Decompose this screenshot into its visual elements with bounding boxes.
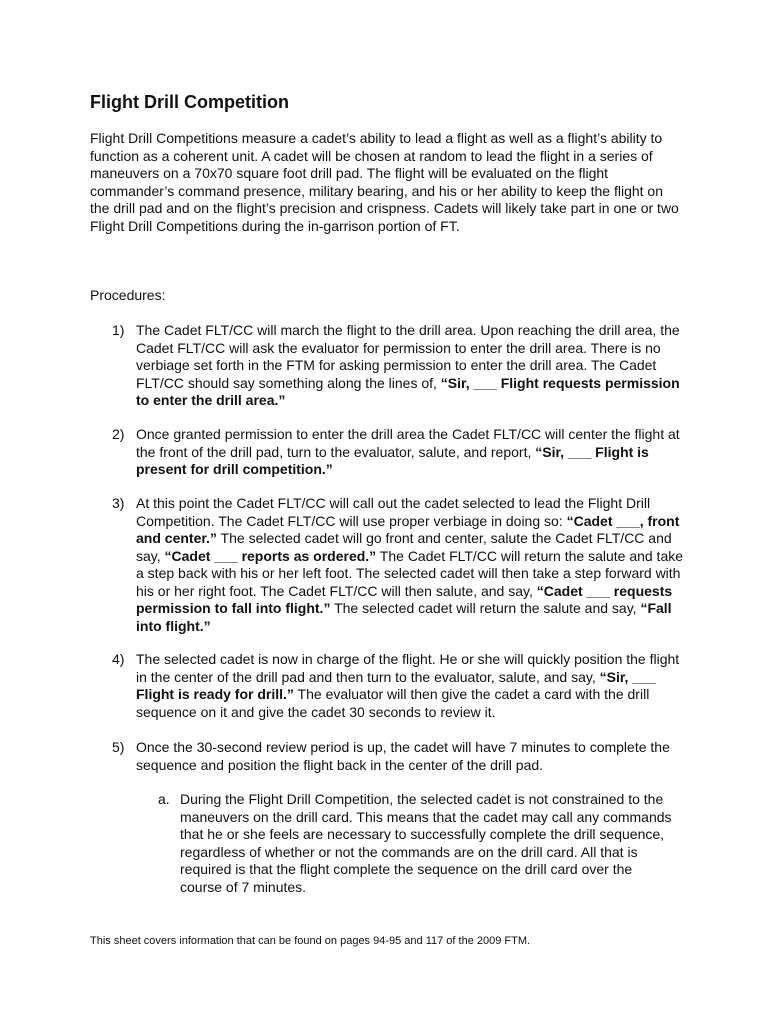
procedure-step-2 bbox=[112, 426, 684, 479]
substep-letter: a. bbox=[158, 791, 170, 807]
procedure-step-1 bbox=[112, 322, 684, 410]
step-body: Once granted permission to enter the drill area the Cadet FLT/CC will center the flight at the front of the drill pad, turn to the evaluator, salute, and report, bbox=[136, 426, 680, 460]
step-quote: “Cadet ___ requests permission to fall into flight.” bbox=[136, 582, 673, 616]
step-quote: “Sir, ___ Flight is ready for drill.” bbox=[136, 668, 656, 702]
step-body: The Cadet FLT/CC will march the flight to the drill area. Upon reaching the drill area, the Cadet FLT/CC will ask the evaluator for permission to enter the drill area. There is no verbiage set forth in the FTM for asking permission to enter the drill area. The Cadet FLT/CC should say something along the lines of, bbox=[136, 322, 680, 391]
procedure-step-5 bbox=[112, 739, 684, 774]
substep-text: During the Flight Drill Competition, the selected cadet is not constrained to the maneuvers on the drill card. This means that the cadet may call any commands that he or she feels are necessary to successfully complete the drill sequence, regardless of whether or not the commands are on the drill card. All that is required is that the flight complete the sequence on the drill card over the course of 7 minutes. bbox=[180, 791, 672, 895]
procedures-label: Procedures: bbox=[90, 287, 166, 303]
step-text bbox=[136, 495, 684, 635]
step-number: 4) bbox=[112, 651, 125, 667]
intro-paragraph: Flight Drill Competitions measure a cadet’s ability to lead a flight as well as a flight’s ability to function as a coherent unit. A cadet will be chosen at random to lead the flight in a series of maneuvers on a 70x70 square foot drill pad. The flight will be evaluated on the flight commander’s command presence, military bearing, and his or her ability to keep the flight on the drill pad and on the flight’s precision and crispness. Cadets will likely take part in one or two Flight Drill Competitions during the in-garrison portion of FT. bbox=[90, 130, 679, 234]
step-number: 5) bbox=[112, 739, 125, 755]
footer-note: This sheet covers information that can be found on pages 94-95 and 117 of the 2009 FTM. bbox=[90, 935, 531, 947]
step-number: 2) bbox=[112, 426, 125, 442]
step-body: The selected cadet is now in charge of the flight. He or she will quickly position the flight in the center of the drill pad and then turn to the evaluator, salute, and say, bbox=[136, 651, 680, 685]
step-number: 1) bbox=[112, 322, 125, 338]
step-text bbox=[136, 651, 684, 721]
procedure-step-4 bbox=[112, 651, 684, 721]
step-quote: “Sir, ___ Flight requests permission to enter the drill area.” bbox=[136, 374, 680, 408]
step-quote: “Cadet ___, front and center.” bbox=[136, 512, 680, 546]
step-text: Once the 30-second review period is up, the cadet will have 7 minutes to complete the sequence and position the flight back in the center of the drill pad. bbox=[136, 739, 670, 773]
page-title: Flight Drill Competition bbox=[90, 92, 289, 112]
step-body: At this point the Cadet FLT/CC will call out the cadet selected to lead the Flight Drill Competition. The Cadet FLT/CC will use proper verbiage in doing so: bbox=[136, 495, 651, 529]
step-body: The Cadet FLT/CC will return the salute and take a step back with his or her left foot. The selected cadet will then take a step forward with his or her right foot. The Cadet FLT/CC will then salute, and say, bbox=[136, 547, 684, 599]
step-body: The evaluator will then give the cadet a card with the drill sequence on it and give the cadet 30 seconds to review it. bbox=[136, 686, 650, 720]
step-number: 3) bbox=[112, 495, 125, 511]
procedure-substep-a bbox=[158, 791, 678, 896]
step-quote: “Sir, ___ Flight is present for drill competition.” bbox=[136, 443, 649, 477]
step-quote: “Fall into flight.” bbox=[136, 600, 672, 634]
step-body: The selected cadet will go front and center, salute the Cadet FLT/CC and say, bbox=[136, 530, 672, 564]
step-body: The selected cadet will return the salute and say, bbox=[330, 600, 641, 616]
step-text bbox=[136, 426, 684, 479]
procedure-step-3 bbox=[112, 495, 684, 635]
step-text bbox=[136, 322, 684, 410]
step-quote: “Cadet ___ reports as ordered.” bbox=[164, 547, 377, 564]
